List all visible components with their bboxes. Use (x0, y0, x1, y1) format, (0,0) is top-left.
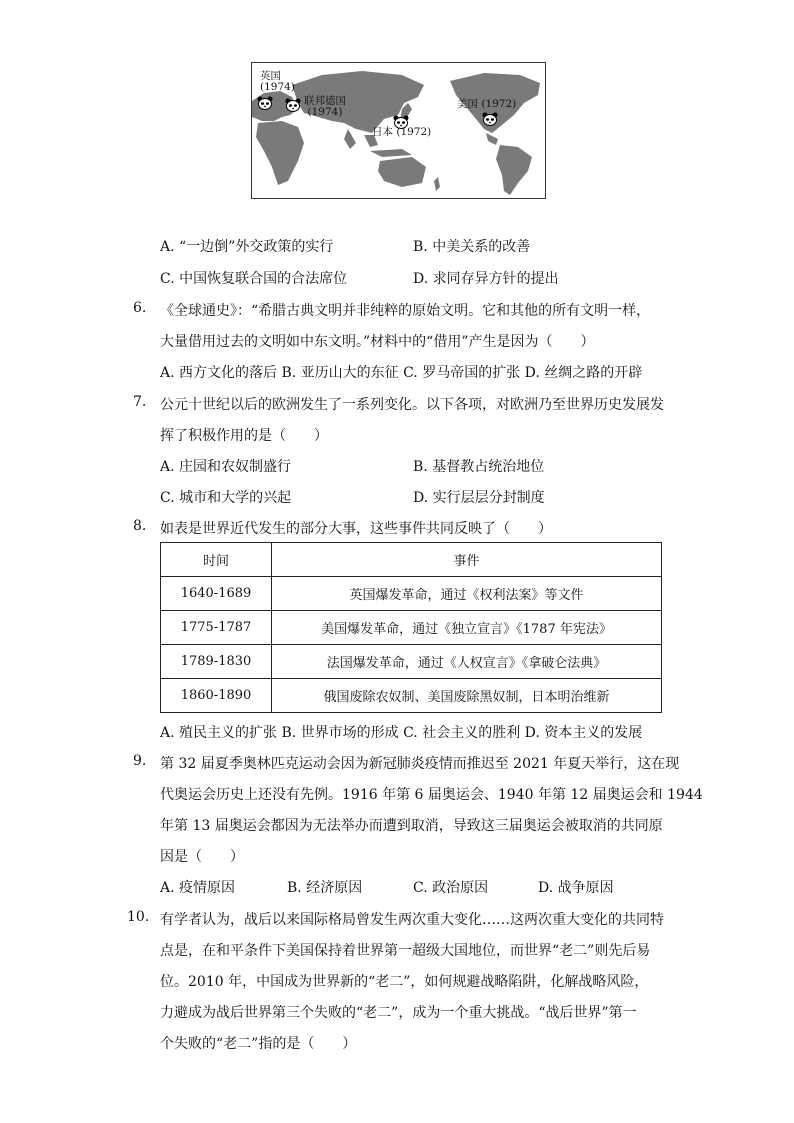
panda-icon-uk (257, 96, 273, 110)
table-row (161, 577, 662, 611)
q10-stem-line1: 有学者认为，战后以来国际格局曾发生两次重大变化……这两次重大变化的共同特 (160, 912, 664, 928)
q10-number: 10. (127, 909, 150, 925)
q6-number: 6. (133, 300, 147, 316)
q6-options: A. 西方文化的落后 B. 亚历山大的东征 C. 罗马帝国的扩张 D. 丝绸之路的开辟 (160, 365, 643, 381)
panda-icon-us (482, 112, 498, 126)
q5-option-b: B. 中美关系的改善 (413, 239, 531, 255)
q9-stem-line1: 第 32 届夏季奥林匹克运动会因为新冠肺炎疫情而推迟至 2021 年夏天举行，这在现 (160, 756, 680, 772)
table-cell-time: 1860-1890 (161, 679, 272, 713)
q7-option-a: A. 庄园和农奴制盛行 (160, 459, 292, 475)
q6-stem-line1: 《全球通史》：“希腊古典文明并非纯粹的原始文明。它和其他的所有文明一样， (160, 303, 651, 319)
q7-option-d: D. 实行层层分封制度 (413, 490, 545, 506)
table-cell-event: 美国爆发革命，通过《独立宣言》《1787 年宪法》 (272, 611, 662, 645)
table-cell-time: 1789-1830 (161, 645, 272, 679)
q7-stem-line2: 挥了积极作用的是（ ） (160, 428, 328, 444)
q9-option-b: B. 经济原因 (287, 880, 363, 896)
table-cell-event: 英国爆发革命，通过《权利法案》等文件 (272, 577, 662, 611)
table-row (161, 611, 662, 645)
q5-option-a: A. “一边倒”外交政策的实行 (160, 239, 334, 255)
q9-option-a: A. 疫情原因 (160, 880, 236, 896)
panda-icon-frg (285, 98, 301, 112)
q7-number: 7. (133, 394, 147, 410)
events-table (160, 542, 662, 713)
q9-stem-line4: 因是（ ） (160, 849, 244, 865)
q8-options: A. 殖民主义的扩张 B. 世界市场的形成 C. 社会主义的胜利 D. 资本主义的发展 (160, 725, 643, 741)
map-label-uk: 英国 (1974) (260, 70, 295, 94)
q6-stem-line2: 大量借用过去的文明如中东文明。”材料中的“借用”产生是因为（ ） (160, 334, 595, 350)
q7-option-b: B. 基督教占统治地位 (413, 459, 545, 475)
events-header-event: 事件 (272, 543, 662, 577)
events-table-header (161, 543, 662, 577)
map-label-frg: 联邦德国 (1974) (304, 95, 346, 119)
q9-option-c: C. 政治原因 (413, 880, 489, 896)
q7-stem-line1: 公元十世纪以后的欧洲发生了一系列变化。以下各项，对欧洲乃至世界历史发展发 (160, 397, 664, 413)
q5-option-d: D. 求同存异方针的提出 (413, 271, 559, 287)
q8-number: 8. (133, 518, 147, 534)
table-row (161, 679, 662, 713)
q10-stem-line3: 位。2010 年，中国成为世界新的“老二”，如何规避战略陷阱，化解战略风险， (160, 974, 649, 990)
q7-option-c: C. 城市和大学的兴起 (160, 490, 292, 506)
q9-stem-line2: 代奥运会历史上还没有先例。1916 年第 6 届奥运会、1940 年第 12 届奥运会和 1944 (160, 787, 703, 803)
table-cell-event: 法国爆发革命，通过《人权宣言》《拿破仑法典》 (272, 645, 662, 679)
q8-stem-line1: 如表是世界近代发生的部分大事，这些事件共同反映了（ ） (160, 521, 552, 537)
map-label-us: 美国 (1972) (457, 98, 517, 110)
q5-option-c: C. 中国恢复联合国的合法席位 (160, 271, 348, 287)
table-cell-time: 1640-1689 (161, 577, 272, 611)
q10-stem-line4: 力避成为战后世界第三个失败的“老二”，成为一个重大挑战。“战后世界”第一 (160, 1005, 637, 1021)
q9-stem-line3: 年第 13 届奥运会都因为无法举办而遭到取消，导致这三届奥运会被取消的共同原 (160, 818, 663, 834)
events-header-time: 时间 (161, 543, 272, 577)
q9-option-d: D. 战争原因 (538, 880, 614, 896)
world-map-figure (251, 62, 546, 199)
table-cell-time: 1775-1787 (161, 611, 272, 645)
q10-stem-line5: 个失败的“老二”指的是（ ） (160, 1036, 357, 1052)
table-row (161, 645, 662, 679)
q9-number: 9. (133, 753, 147, 769)
q10-stem-line2: 点是，在和平条件下美国保持着世界第一超级大国地位，而世界“老二”则先后易 (160, 943, 651, 959)
map-label-japan: 日本 (1972) (372, 126, 432, 138)
table-cell-event: 俄国废除农奴制、美国废除黑奴制，日本明治维新 (272, 679, 662, 713)
